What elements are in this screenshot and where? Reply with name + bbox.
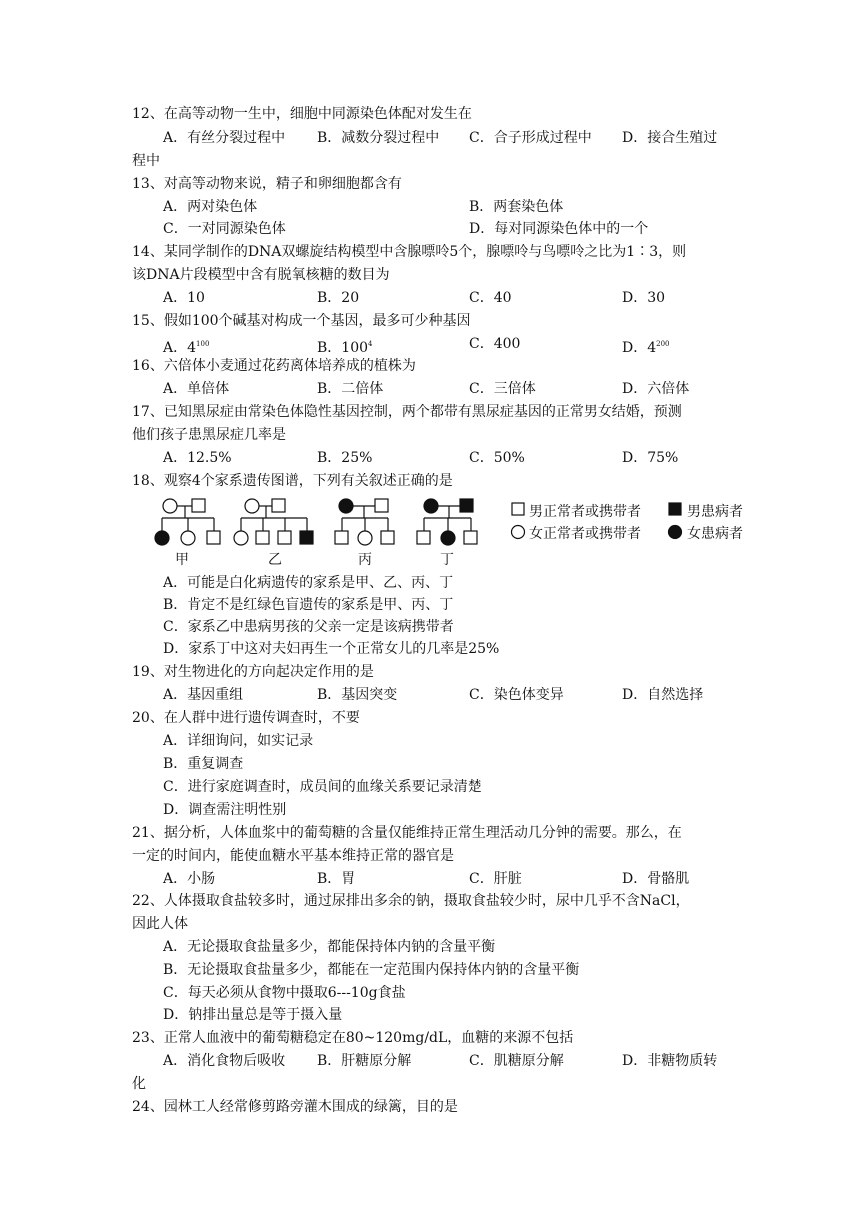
legend-male-normal-symbol xyxy=(512,503,524,515)
female-affected-symbol xyxy=(155,531,169,545)
q17-option-a: A．12.5% xyxy=(163,450,232,466)
q18-option-b: B．肯定不是红绿色盲遗传的家系是甲、丙、丁 xyxy=(163,597,454,613)
q15-option-c: C．400 xyxy=(469,336,521,352)
male-normal-symbol xyxy=(417,531,430,544)
q20-option-d: D．调查需注明性别 xyxy=(163,802,287,818)
q13-option-c: C．一对同源染色体 xyxy=(163,221,286,237)
q23-stem: 23、正常人血液中的葡萄糖稳定在80~120mg/dL，血糖的来源不包括 xyxy=(132,1030,574,1046)
pedigree-family-ding xyxy=(417,499,477,545)
q24-stem: 24、园林工人经常修剪路旁灌木围成的绿篱，目的是 xyxy=(132,1099,458,1115)
male-normal-symbol xyxy=(192,499,205,512)
pedigree-family-jia xyxy=(155,499,220,545)
female-affected-symbol xyxy=(339,499,353,513)
q17-stem-line1: 17、已知黑尿症由常染色体隐性基因控制，两个都带有黑尿症基因的正常男女结婚，预测 xyxy=(132,404,682,420)
male-normal-symbol xyxy=(256,531,269,544)
q18-option-a: A．可能是白化病遗传的家系是甲、乙、丙、丁 xyxy=(163,575,454,591)
q20-option-c: C．进行家庭调查时，成员间的血缘关系要记录清楚 xyxy=(163,779,482,795)
male-normal-symbol xyxy=(278,531,291,544)
q19-option-a: A．基因重组 xyxy=(163,687,244,703)
q20-option-b: B．重复调查 xyxy=(163,756,244,772)
q20-option-a: A．详细询问，如实记录 xyxy=(163,733,314,749)
q15-option-a-base: A．4 xyxy=(163,340,197,356)
q12-option-a: A．有丝分裂过程中 xyxy=(163,130,286,146)
q21-stem-line2: 一定的时间内，能使血糖水平基本维持正常的器官是 xyxy=(132,848,454,864)
q12-option-c: C．合子形成过程中 xyxy=(469,130,592,146)
pedigree-charts xyxy=(150,492,760,572)
q13-option-a: A．两对染色体 xyxy=(163,199,258,215)
family-label-jia: 甲 xyxy=(175,552,189,568)
female-normal-symbol xyxy=(245,499,259,513)
family-label-bing: 丙 xyxy=(358,552,372,568)
q13-stem: 13、对高等动物来说，精子和卵细胞都含有 xyxy=(132,176,402,192)
q19-option-c: C．染色体变异 xyxy=(469,687,564,703)
q17-option-d: D．75% xyxy=(622,450,679,466)
family-label-yi: 乙 xyxy=(268,552,282,568)
q23-option-c: C．肌糖原分解 xyxy=(469,1053,564,1069)
legend-male-affected-label: 男患病者 xyxy=(687,504,743,520)
q15-option-d-exponent: 200 xyxy=(656,340,670,348)
q14-option-c: C．40 xyxy=(469,290,512,306)
q23-option-b: B．肝糖原分解 xyxy=(317,1053,412,1069)
q19-stem: 19、对生物进化的方向起决定作用的是 xyxy=(132,664,374,680)
female-normal-symbol xyxy=(358,531,372,545)
q19-option-b: B．基因突变 xyxy=(317,687,398,703)
q14-stem-line1: 14、某同学制作的DNA双螺旋结构模型中含腺嘌呤5个，腺嘌呤与鸟嘌呤之比为1∶3，则 xyxy=(132,244,687,260)
q22-option-d: D．钠排出量总是等于摄入量 xyxy=(163,1007,343,1023)
q16-option-a: A．单倍体 xyxy=(163,381,230,397)
q21-option-d: D．骨骼肌 xyxy=(622,871,690,887)
legend-female-normal-symbol xyxy=(512,526,525,539)
male-affected-symbol xyxy=(300,531,313,544)
pedigree-family-yi xyxy=(234,499,313,545)
q18-stem: 18、观察4个家系遗传图谱，下列有关叙述正确的是 xyxy=(132,473,453,489)
q16-option-b: B．二倍体 xyxy=(317,381,384,397)
q21-option-c: C．肝脏 xyxy=(469,871,522,887)
male-affected-symbol xyxy=(460,499,473,512)
legend-female-affected-label: 女患病者 xyxy=(687,526,743,542)
q18-option-c: C．家系乙中患病男孩的父亲一定是该病携带者 xyxy=(163,619,454,635)
q13-option-d: D．每对同源染色体中的一个 xyxy=(469,221,649,237)
female-normal-symbol xyxy=(234,531,248,545)
q19-option-d: D．自然选择 xyxy=(622,687,704,703)
female-normal-symbol xyxy=(181,531,195,545)
q12-option-d-continued: 程中 xyxy=(132,153,160,169)
male-normal-symbol xyxy=(375,499,388,512)
q15-option-b-base: B．100 xyxy=(317,340,369,356)
q14-stem-line2: 该DNA片段模型中含有脱氧核糖的数目为 xyxy=(132,267,390,283)
legend-male-normal-label: 男正常者或携带者 xyxy=(529,504,641,520)
q12-stem: 12、在高等动物一生中，细胞中同源染色体配对发生在 xyxy=(132,106,472,122)
q23-option-d: D．非糖物质转 xyxy=(622,1053,718,1069)
legend-female-affected-symbol xyxy=(669,526,682,539)
q20-stem: 20、在人群中进行遗传调查时，不要 xyxy=(132,710,360,726)
q15-option-b-exponent: 4 xyxy=(368,340,373,348)
q14-option-d: D．30 xyxy=(622,290,666,306)
q13-option-b: B．两套染色体 xyxy=(469,199,564,215)
pedigree-family-bing xyxy=(335,499,394,545)
female-affected-symbol xyxy=(424,499,438,513)
q14-option-b: B．20 xyxy=(317,290,360,306)
legend-female-normal-label: 女正常者或携带者 xyxy=(529,526,641,542)
q22-option-b: B．无论摄取食盐量多少，都能在一定范围内保持体内钠的含量平衡 xyxy=(163,962,580,978)
q23-option-d-continued: 化 xyxy=(132,1076,146,1092)
male-normal-symbol xyxy=(335,531,348,544)
male-normal-symbol xyxy=(464,531,477,544)
q15-option-a-exponent: 100 xyxy=(196,340,210,348)
legend-male-affected-symbol xyxy=(669,503,681,515)
q21-option-b: B．胃 xyxy=(317,871,356,887)
q21-option-a: A．小肠 xyxy=(163,871,216,887)
female-normal-symbol xyxy=(163,499,177,513)
q16-option-c: C．三倍体 xyxy=(469,381,536,397)
male-normal-symbol xyxy=(207,531,220,544)
q18-option-d: D．家系丁中这对夫妇再生一个正常女儿的几率是25% xyxy=(163,641,500,657)
q21-stem-line1: 21、据分析，人体血浆中的葡萄糖的含量仅能维持正常生理活动几分钟的需要。那么，在 xyxy=(132,825,682,841)
female-affected-symbol xyxy=(441,531,455,545)
family-label-ding: 丁 xyxy=(440,552,454,568)
q12-option-b: B．减数分裂过程中 xyxy=(317,130,440,146)
male-normal-symbol xyxy=(381,531,394,544)
q22-stem-line2: 因此人体 xyxy=(132,916,188,932)
q16-stem: 16、六倍体小麦通过花药离体培养成的植株为 xyxy=(132,358,416,374)
q17-stem-line2: 他们孩子患黑尿症几率是 xyxy=(132,427,286,443)
q17-option-c: C．50% xyxy=(469,450,525,466)
q14-option-a: A．10 xyxy=(163,290,205,306)
q15-option-d-base: D．4 xyxy=(622,340,657,356)
q22-stem-line1: 22、人体摄取食盐较多时，通过尿排出多余的钠，摄取食盐较少时，尿中几乎不含NaCl， xyxy=(132,893,690,909)
q22-option-c: C．每天必须从食物中摄取6---10g食盐 xyxy=(163,985,406,1001)
q17-option-b: B．25% xyxy=(317,450,373,466)
q16-option-d: D．六倍体 xyxy=(622,381,690,397)
q22-option-a: A．无论摄取食盐量多少，都能保持体内钠的含量平衡 xyxy=(163,939,496,955)
q23-option-a: A．消化食物后吸收 xyxy=(163,1053,286,1069)
male-normal-symbol xyxy=(272,499,285,512)
q15-stem: 15、假如100个碱基对构成一个基因，最多可少种基因 xyxy=(132,313,471,329)
q12-option-d: D．接合生殖过 xyxy=(622,130,718,146)
